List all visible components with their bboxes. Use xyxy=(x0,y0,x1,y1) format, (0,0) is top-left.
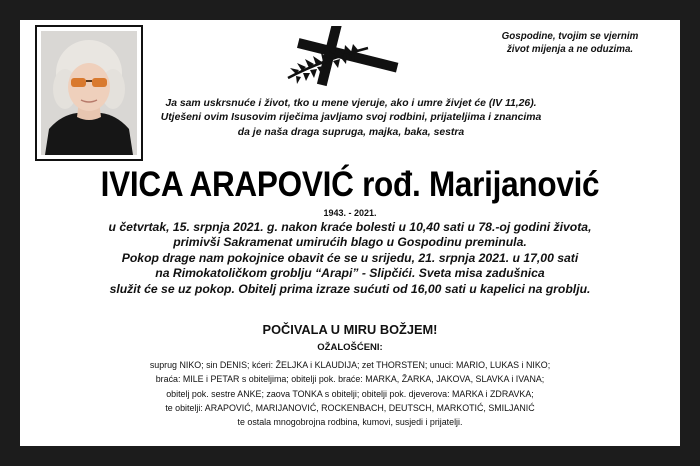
mourners-line: suprug NIKO; sin DENIS; kćeri: ŽELJKA i KLAUDIJA; zet THORSTEN; unuci: MARIO, LUKAS i NIKO; xyxy=(149,360,551,370)
quote-line: Gospodine, tvojim se vjernim xyxy=(501,31,639,42)
cross-with-palm-icon xyxy=(282,26,410,90)
announcement-body xyxy=(70,220,630,297)
portrait-frame xyxy=(35,25,143,161)
mourners-heading: OŽALOŠĆENI: xyxy=(317,342,383,353)
mourners-line: braća: MILE i PETAR s obiteljima; obitelji pok. braće: MARKA, ŽARKA, JAKOVA, SLAVKA i IVANA; xyxy=(155,374,545,385)
scripture-quote xyxy=(472,30,668,56)
body-line: u četvrtak, 15. srpnja 2021. g. nakon kraće bolesti u 10,40 sati u 78.-oj godini života, xyxy=(108,220,592,234)
deceased-name: IVICA ARAPOVIĆ rođ. Marijanović xyxy=(100,165,600,204)
mourners-list xyxy=(40,358,660,429)
mourners-line: te ostala mnogobrojna rodbina, kumovi, susjedi i prijatelji. xyxy=(237,417,463,428)
quote-line: život mijenja a ne oduzima. xyxy=(506,44,634,55)
intro-text xyxy=(116,97,586,140)
obituary-card xyxy=(20,20,680,446)
body-line: Pokop drage nam pokojnice obavit će se u srijedu, 21. srpnja 2021. u 17,00 sati xyxy=(121,250,579,265)
intro-line: da je naša draga supruga, majka, baka, sestra xyxy=(237,126,465,138)
intro-line: Utješeni ovim Isusovim riječima javljamo svoj rodbini, prijateljima i znancima xyxy=(160,112,542,124)
body-line: primivši Sakramenat umirućih blago u Gospodinu preminula. xyxy=(173,235,527,250)
rest-in-peace-heading: POČIVALA U MIRU BOŽJEM! xyxy=(262,322,438,337)
mourners-line: obitelj pok. sestre ANKE; zaova TONKA s obitelji; obitelji pok. djeverova: MARKA i ZDRAVKA; xyxy=(166,388,534,399)
body-line: služit će se uz pokop. Obitelj prima izraze sućuti od 16,00 sati u kapelici na groblju. xyxy=(109,281,591,296)
mourners-line: te obitelji: ARAPOVIĆ, MARIJANOVIĆ, ROCKENBACH, DEUTSCH, MARKOTIĆ, SMILJANIĆ xyxy=(165,402,535,413)
body-line: na Rimokatoličkom groblju “Arapi” - Slipčići. Sveta misa zadušnica xyxy=(155,266,545,281)
intro-line: Ja sam uskrsnuće i život, tko u mene vjeruje, ako i umre živjet će (IV 11,26). xyxy=(165,98,537,109)
life-dates: 1943. - 2021. xyxy=(323,208,377,218)
